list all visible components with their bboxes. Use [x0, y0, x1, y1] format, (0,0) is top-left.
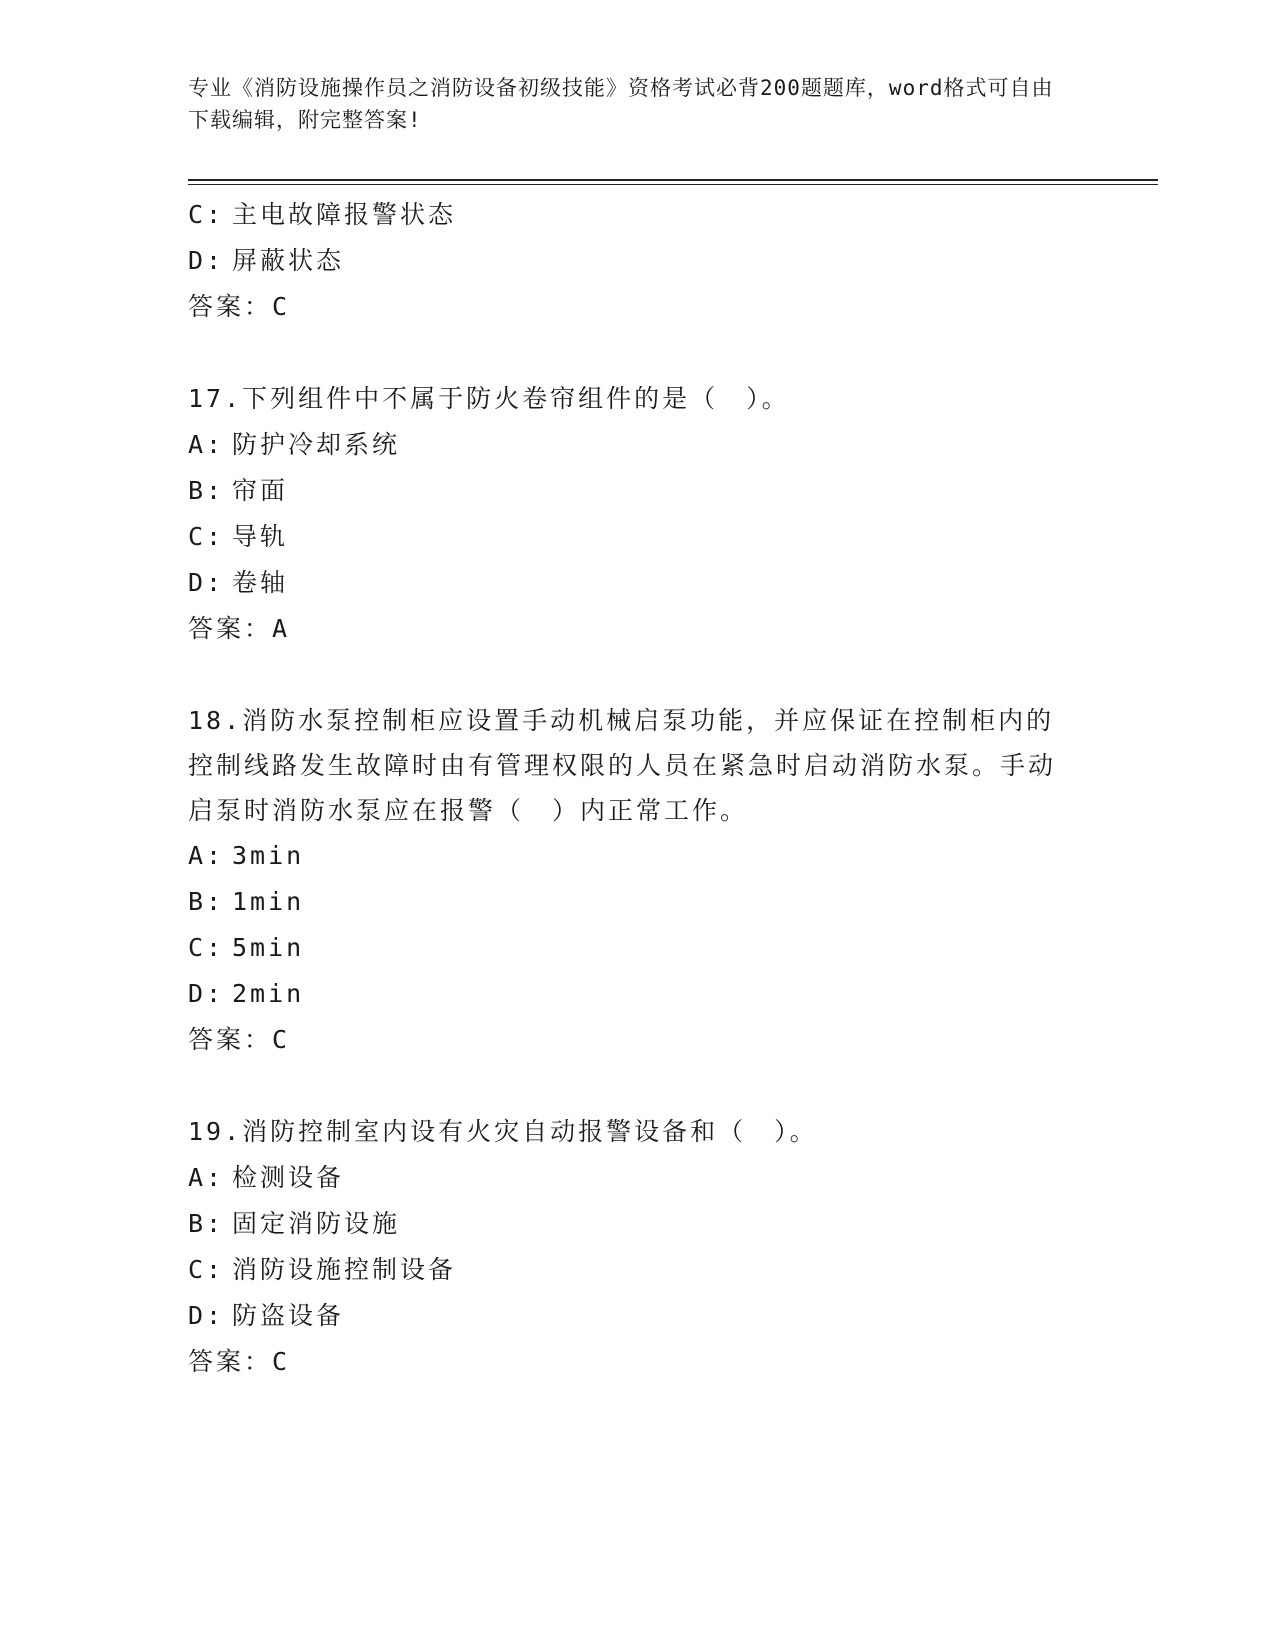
option-c: C: 5min	[188, 933, 305, 962]
option-d: D: 防盗设备	[188, 1301, 345, 1330]
option-c: C: 导轨	[188, 522, 289, 551]
question-content	[188, 192, 1078, 1385]
question-18	[188, 698, 1078, 1063]
question-17	[188, 376, 1078, 652]
question-stem: 19.消防控制室内设有火灾自动报警设备和（ ）。	[188, 1117, 818, 1146]
option-c: C: 主电故障报警状态	[188, 200, 457, 229]
option-a: A: 3min	[188, 841, 305, 870]
option-a: A: 防护冷却系统	[188, 430, 401, 459]
question-stem: 18.消防水泵控制柜应设置手动机械启泵功能，并应保证在控制柜内的控制线路发生故障时由有管理权限的人员在紧急时启动消防水泵。手动启泵时消防水泵应在报警（ ）内正常工作。	[188, 706, 1057, 825]
answer: 答案：A	[188, 614, 291, 643]
document-header: 专业《消防设施操作员之消防设备初级技能》资格考试必背200题题库，word格式可自由下载编辑，附完整答案!	[188, 76, 1054, 132]
header-divider-thick	[188, 179, 1158, 181]
option-b: B: 1min	[188, 887, 305, 916]
option-b: B: 固定消防设施	[188, 1209, 401, 1238]
answer: 答案：C	[188, 292, 291, 321]
option-d: D: 屏蔽状态	[188, 246, 345, 275]
option-a: A: 检测设备	[188, 1163, 345, 1192]
option-b: B: 帘面	[188, 476, 289, 505]
option-d: D: 2min	[188, 979, 305, 1008]
option-d: D: 卷轴	[188, 568, 289, 597]
option-c: C: 消防设施控制设备	[188, 1255, 457, 1284]
question-stem: 17.下列组件中不属于防火卷帘组件的是（ ）。	[188, 384, 790, 413]
question-19	[188, 1109, 1078, 1385]
header-divider-thin	[188, 184, 1158, 185]
prev-question	[188, 192, 1078, 330]
answer: 答案：C	[188, 1025, 291, 1054]
answer: 答案：C	[188, 1347, 291, 1376]
